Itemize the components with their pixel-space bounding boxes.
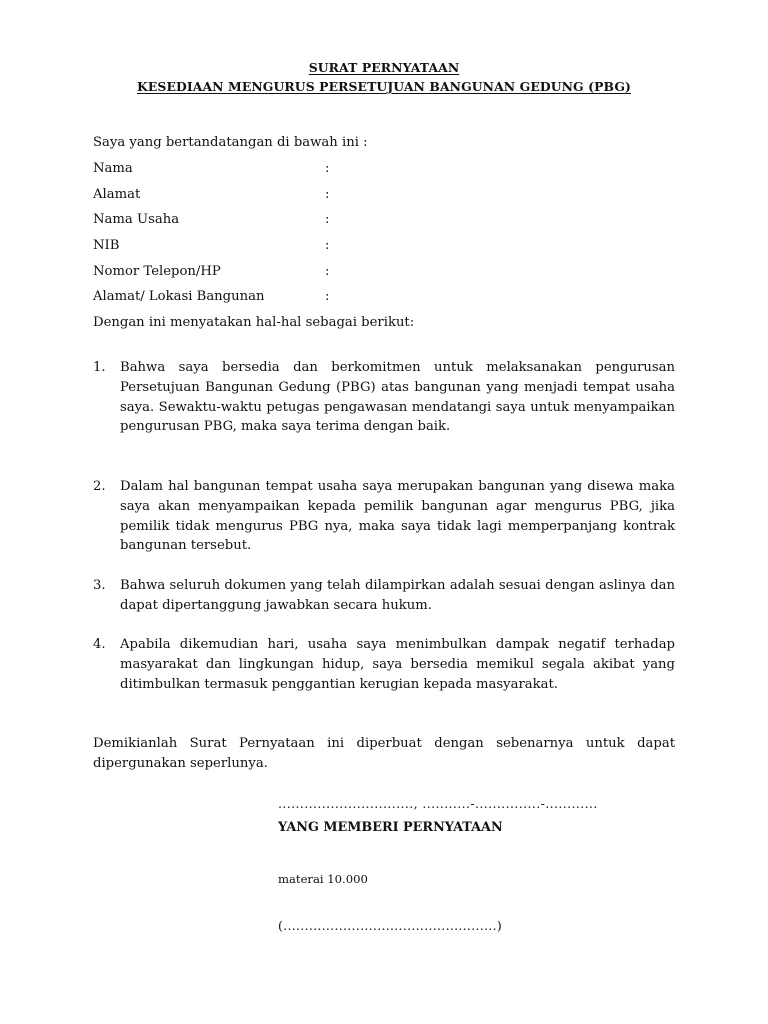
item-number: 2.	[93, 479, 106, 494]
field-colon: :	[325, 264, 330, 279]
statement-intro: Dengan ini menyatakan hal-hal sebagai berikut:	[93, 315, 415, 330]
field-label: Alamat/ Lokasi Bangunan	[93, 289, 265, 304]
field-alamat	[93, 187, 653, 205]
item-text: Bahwa saya bersedia dan berkomitmen untuk melaksanakan pengurusan Persetujuan Bangunan Gedung (PBG) atas bangunan yang menjadi tempat usaha saya. Sewaktu-waktu petugas pengawasan mendatangi saya untuk menyampaikan pengurusan PBG, maka saya terima dengan baik.	[120, 360, 675, 435]
document-subtitle: KESEDIAAN MENGURUS PERSETUJUAN BANGUNAN GEDUNG (PBG)	[137, 79, 631, 94]
field-nib	[93, 238, 653, 256]
statement-item-4	[93, 635, 675, 694]
field-colon: :	[325, 238, 330, 253]
field-colon: :	[325, 212, 330, 227]
field-label: Nama	[93, 161, 133, 176]
stamp-note: materai 10.000	[278, 872, 368, 886]
intro-text: Saya yang bertandatangan di bawah ini :	[93, 135, 368, 150]
statement-item-2	[93, 477, 675, 556]
statement-item-1	[93, 358, 675, 437]
signature-name-line: (..................................................)	[278, 918, 503, 933]
item-text: Apabila dikemudian hari, usaha saya menimbulkan dampak negatif terhadap masyarakat dan lingkungan hidup, saya bersedia memikul segala akibat yang ditimbulkan termasuk penggantian kerugian kepada masyarakat.	[120, 637, 675, 692]
closing-paragraph: Demikianlah Surat Pernyataan ini diperbuat dengan sebenarnya untuk dapat dipergunakan seperlunya.	[93, 736, 675, 771]
field-alamat-lokasi	[93, 289, 653, 307]
field-nama	[93, 161, 653, 179]
item-number: 4.	[93, 637, 106, 652]
field-nomor-telepon	[93, 264, 653, 282]
item-number: 3.	[93, 578, 106, 593]
place-date-line: ..............................., ...........-...............-............	[278, 796, 598, 811]
item-text: Bahwa seluruh dokumen yang telah dilampirkan adalah sesuai dengan aslinya dan dapat dipertanggung jawabkan secara hukum.	[120, 578, 675, 613]
field-label: Nomor Telepon/HP	[93, 264, 221, 279]
field-colon: :	[325, 161, 330, 176]
field-nama-usaha	[93, 212, 653, 230]
item-number: 1.	[93, 360, 106, 375]
statement-item-3	[93, 576, 675, 616]
field-colon: :	[325, 187, 330, 202]
signer-label: YANG MEMBERI PERNYATAAN	[278, 820, 503, 835]
field-label: NIB	[93, 238, 120, 253]
item-text: Dalam hal bangunan tempat usaha saya merupakan bangunan yang disewa maka saya akan menyampaikan kepada pemilik bangunan agar mengurus PBG, jika pemilik tidak mengurus PBG nya, maka saya tidak lagi memperpanjang kontrak bangunan tersebut.	[120, 479, 675, 554]
field-label: Alamat	[93, 187, 141, 202]
document-title: SURAT PERNYATAAN	[308, 60, 460, 75]
field-colon: :	[325, 289, 330, 304]
field-label: Nama Usaha	[93, 212, 180, 227]
